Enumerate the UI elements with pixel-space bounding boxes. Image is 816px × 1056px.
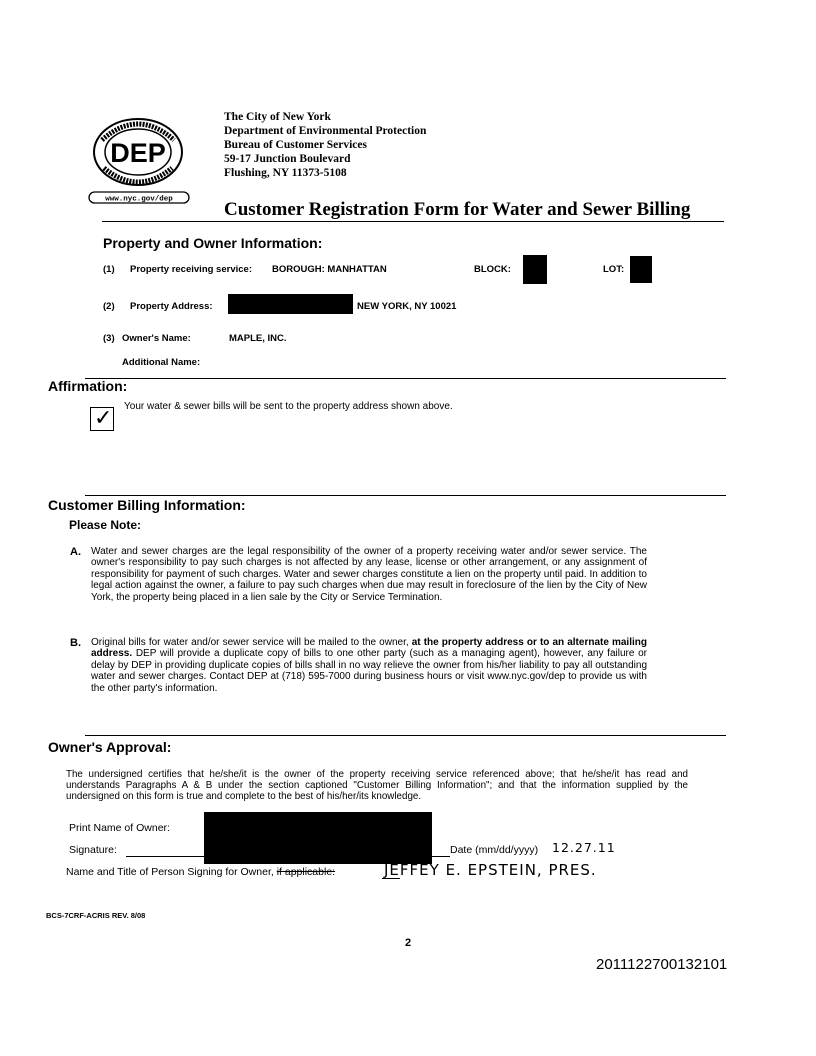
name-title-label-text: Name and Title of Person Signing for Owner,	[66, 866, 274, 878]
date-label: Date (mm/dd/yyyy)	[450, 844, 539, 856]
item1-value: BOROUGH: MANHATTAN	[272, 264, 387, 275]
checkmark-icon: ✓	[94, 406, 113, 431]
item2-label: Property Address:	[130, 301, 213, 312]
name-title-label	[66, 866, 335, 878]
item3-value: MAPLE, INC.	[229, 333, 287, 344]
item2-num: (2)	[103, 301, 115, 312]
address-redaction	[228, 294, 353, 314]
billing-rule	[85, 495, 726, 496]
name-title-underline	[382, 878, 400, 879]
title-rule	[102, 221, 724, 222]
property-section-title: Property and Owner Information:	[103, 235, 323, 251]
form-title: Customer Registration Form for Water and Sewer Billing	[224, 199, 691, 220]
agency-line-4: 59-17 Junction Boulevard	[224, 153, 351, 165]
affirmation-rule	[85, 378, 726, 379]
paragraph-a-label: A.	[70, 546, 81, 558]
affirmation-title: Affirmation:	[48, 378, 128, 394]
dep-seal-icon	[88, 110, 212, 210]
signature-label: Signature:	[69, 844, 117, 856]
print-name-label: Print Name of Owner:	[69, 822, 170, 834]
paragraph-b-part-2: DEP will provide a duplicate copy of bills to one other party (such as a managing agent), however, any failure or delay by DEP in providing duplicate copies of bills shall in no way relieve the owner from his/her liability to pay all outstanding water and sewer charges. Contact DEP at (718) 595-7000 during business hours or visit www.nyc.gov/dep to provide us with the other party's information.	[91, 648, 647, 694]
item2-value: NEW YORK, NY 10021	[357, 301, 457, 312]
paragraph-b-bold: at the property address or to an alternate mailing address.	[91, 637, 647, 660]
dep-logo	[88, 110, 212, 210]
item3-label: Owner's Name:	[122, 333, 191, 344]
agency-line-5: Flushing, NY 11373-5108	[224, 167, 347, 179]
form-code: BCS-7CRF-ACRIS REV. 8/08	[46, 911, 146, 920]
owner-name-redaction	[204, 812, 432, 864]
affirmation-text: Your water & sewer bills will be sent to the property address shown above.	[124, 401, 453, 412]
affirmation-checkbox	[90, 407, 114, 431]
page-number: 2	[405, 937, 412, 949]
paragraph-a: Water and sewer charges are the legal responsibility of the owner of a property receiving water and/or sewer service. The owner's responsibility to pay such charges is not affected by any lease, license or other arrangement, or any assignment of responsibility for payment of such charges. Water and sewer charges constitute a lien on the property until paid. In addition to legal action against the owner, a failure to pay such charges when due may result in foreclosure of the lien by the City of New York, the property being placed in a lien sale by the City or Service Termination.	[91, 546, 647, 603]
document-number: 2011122700132101	[596, 956, 728, 973]
agency-line-1: The City of New York	[224, 111, 331, 123]
lot-redaction	[630, 256, 652, 283]
paragraph-b-label: B.	[70, 637, 81, 649]
approval-text: The undersigned certifies that he/she/it is the owner of the property receiving service referenced above; that he/she/it has read and understands Paragraphs A & B under the section captioned "Customer Billing Information"; and that the information supplied by the undersigned on this form is true and complete to the best of his/her/its knowledge.	[66, 769, 688, 802]
block-redaction	[523, 255, 547, 284]
agency-line-2: Department of Environmental Protection	[224, 125, 427, 137]
paragraph-b-part-1: Original bills for water and/or sewer service will be mailed to the owner,	[91, 637, 412, 648]
agency-address	[224, 110, 426, 180]
please-note-title: Please Note:	[69, 518, 142, 532]
date-value: 12.27.11	[552, 840, 616, 855]
logo-text: DEP	[110, 138, 166, 168]
lot-label: LOT:	[603, 264, 625, 275]
additional-name-label: Additional Name:	[122, 357, 201, 368]
logo-url: www.nyc.gov/dep	[105, 195, 173, 204]
signature-line	[126, 856, 204, 857]
approval-rule	[85, 735, 726, 736]
block-label: BLOCK:	[474, 264, 511, 275]
agency-line-3: Bureau of Customer Services	[224, 139, 367, 151]
date-line	[432, 856, 450, 857]
item3-num: (3)	[103, 333, 115, 344]
paragraph-b	[91, 637, 647, 694]
item1-label: Property receiving service:	[130, 264, 252, 275]
approval-title: Owner's Approval:	[48, 739, 172, 755]
name-title-value: JEFFEY E. EPSTEIN, PRES.	[384, 861, 597, 879]
billing-title: Customer Billing Information:	[48, 497, 246, 513]
item1-num: (1)	[103, 264, 115, 275]
strikethrough-text: if applicable:	[276, 866, 336, 878]
